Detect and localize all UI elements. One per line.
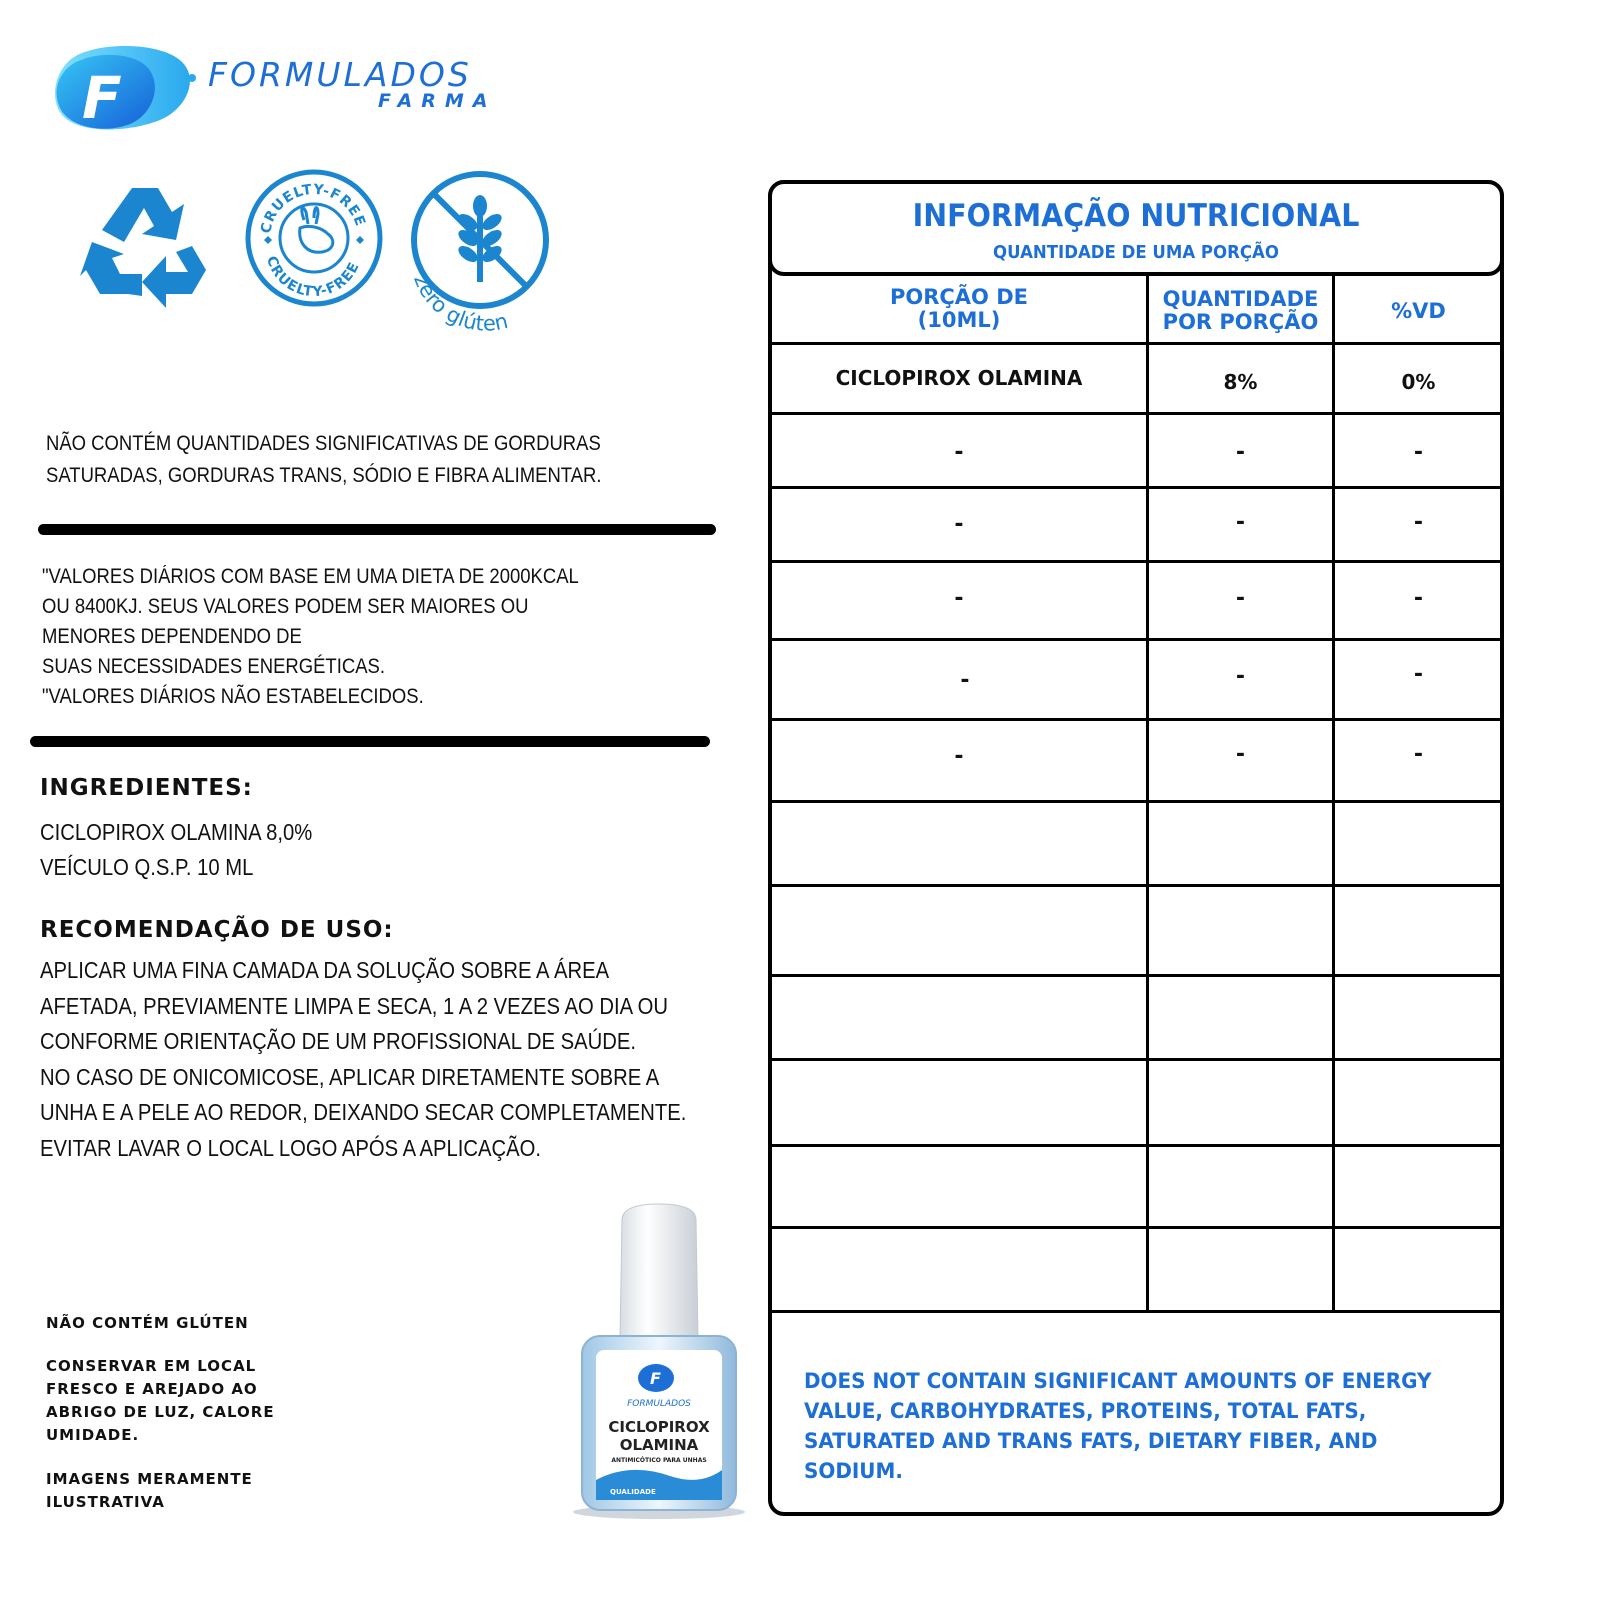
usage-line: UNHA E A PELE AO REDOR, DEIXANDO SECAR COMPLETAMENTE. [40,1099,687,1125]
usage-line: APLICAR UMA FINA CAMADA DA SOLUÇÃO SOBRE A ÁREA [40,957,610,983]
footer-line: SODIUM. [804,1459,903,1483]
svg-text:CRUELTY-FREE: CRUELTY-FREE [258,181,369,235]
usage-line: CONFORME ORIENTAÇÃO DE UM PROFISSIONAL DE SAÚDE. [40,1028,637,1054]
storage-note [46,1355,275,1447]
recycle-icon [80,182,212,308]
note-line: SATURADAS, GORDURAS TRANS, SÓDIO E FIBRA ALIMENTAR. [46,464,602,487]
gluten-note: NÃO CONTÉM GLÚTEN [46,1314,249,1332]
table-cell-nutrient: - [954,744,964,769]
usage-title: RECOMENDAÇÃO DE USO: [40,917,394,943]
footer-line: DOES NOT CONTAIN SIGNIFICANT AMOUNTS OF ENERGY [804,1369,1432,1393]
row-divider [770,342,1502,345]
table-cell-quantity: - [1235,742,1246,767]
row-divider [770,884,1502,887]
brand-subname: FARMA [378,90,497,112]
table-cell-nutrient: CICLOPIROX OLAMINA [835,366,1083,390]
row-divider [770,1144,1502,1147]
table-cell-dv: - [1413,742,1424,767]
usage-text [40,953,744,1166]
table-cell-nutrient: - [954,512,964,537]
table-cell-quantity: - [1235,664,1246,689]
table-cell-dv: - [1413,440,1424,465]
header-line: (10ML) [917,308,1001,332]
note-line: NÃO CONTÉM QUANTIDADES SIGNIFICATIVAS DE GORDURAS [46,432,601,455]
usage-line: EVITAR LAVAR O LOCAL LOGO APÓS A APLICAÇÃO. [40,1134,541,1161]
table-cell-dv: - [1413,586,1424,611]
note-line: OU 8400KJ. SEUS VALORES PODEM SER MAIORES OU [42,595,529,618]
footer-line: VALUE, CARBOHYDRATES, PROTEINS, TOTAL FATS, [804,1399,1367,1423]
note-line: "VALORES DIÁRIOS NÃO ESTABELECIDOS. [42,685,424,708]
table-cell-nutrient: - [960,668,970,693]
images-line: IMAGENS MERAMENTE [46,1470,253,1488]
footer-line: SATURATED AND TRANS FATS, DIETARY FIBER, AND [804,1429,1378,1453]
row-divider [770,974,1502,977]
svg-text:F: F [650,1369,661,1388]
ingredients-list [40,815,312,885]
header-line: PORÇÃO DE [889,285,1029,309]
svg-text:OLAMINA: OLAMINA [619,1436,699,1454]
svg-text:zero glúten: zero glúten [409,270,511,336]
product-bottle-image [570,1200,748,1522]
table-cell-quantity: - [1235,586,1246,611]
ingredient-line: CICLOPIROX OLAMINA 8,0% [40,819,313,845]
cruelty-free-icon [244,168,384,308]
svg-text:CRUELTY-FREE: CRUELTY-FREE [262,254,363,301]
header-line: %VD [1391,299,1446,323]
divider [38,524,716,535]
storage-line: FRESCO E AREJADO AO [46,1380,258,1398]
header-line: QUANTIDADE [1162,287,1319,311]
column-divider [1332,274,1335,1312]
note-line: SUAS NECESSIDADES ENERGÉTICAS. [42,655,385,678]
images-note [46,1468,253,1514]
note-line: "VALORES DIÁRIOS COM BASE EM UMA DIETA DE 2000KCAL [42,565,579,588]
column-header-portion [772,286,1146,332]
note-line: MENORES DEPENDENDO DE [42,625,302,648]
table-cell-quantity: 8% [1223,370,1258,394]
row-divider [770,1310,1502,1313]
row-divider [770,412,1502,415]
storage-line: CONSERVAR EM LOCAL [46,1357,257,1375]
svg-text:FORMULADOS: FORMULADOS [627,1399,691,1409]
column-header-quantity [1149,288,1332,334]
not-contains-note [46,428,715,492]
cruelty-free-badge [244,168,384,308]
row-divider [770,486,1502,489]
table-cell-quantity: - [1235,440,1246,465]
column-header-dv [1335,300,1502,323]
row-divider [770,560,1502,563]
row-divider [770,1226,1502,1229]
row-divider [770,800,1502,803]
svg-text:ANTIMICÓTICO PARA UNHAS: ANTIMICÓTICO PARA UNHAS [611,1457,707,1464]
zero-gluten-icon [408,168,568,344]
usage-line: AFETADA, PREVIAMENTE LIMPA E SECA, 1 A 2 VEZES AO DIA OU [40,992,669,1019]
nutrition-table-subtitle: QUANTIDADE DE UMA PORÇÃO [993,242,1279,263]
svg-text:CICLOPIROX: CICLOPIROX [608,1418,710,1436]
brand-name: FORMULADOS [208,55,472,94]
table-cell-quantity: - [1235,510,1246,535]
nutrition-table-title: INFORMAÇÃO NUTRICIONAL [912,198,1360,234]
brand-logo [50,40,200,140]
ingredients-title: INGREDIENTES: [40,775,253,801]
zero-gluten-badge [408,168,568,344]
row-divider [770,638,1502,641]
table-cell-nutrient: - [954,440,964,465]
storage-line: ABRIGO DE LUZ, CALORE [46,1403,275,1421]
logo-mark-icon [50,40,200,140]
svg-text:QUALIDADE: QUALIDADE [610,1488,656,1496]
row-divider [770,718,1502,721]
table-cell-dv: - [1413,510,1424,535]
column-divider [1146,274,1149,1312]
table-cell-nutrient: - [954,586,964,611]
divider [30,736,710,747]
daily-values-note [42,562,658,712]
table-cell-dv: - [1413,662,1424,687]
storage-line: UMIDADE. [46,1426,140,1444]
table-cell-dv: 0% [1401,370,1436,394]
row-divider [770,1058,1502,1061]
images-line: ILUSTRATIVA [46,1493,165,1511]
header-line: POR PORÇÃO [1162,310,1319,334]
ingredient-line: VEÍCULO Q.S.P. 10 ML [40,854,254,880]
svg-text:F: F [82,64,122,132]
nutrition-table-footer [804,1366,1450,1486]
usage-line: NO CASO DE ONICOMICOSE, APLICAR DIRETAMENTE SOBRE A [40,1063,660,1090]
